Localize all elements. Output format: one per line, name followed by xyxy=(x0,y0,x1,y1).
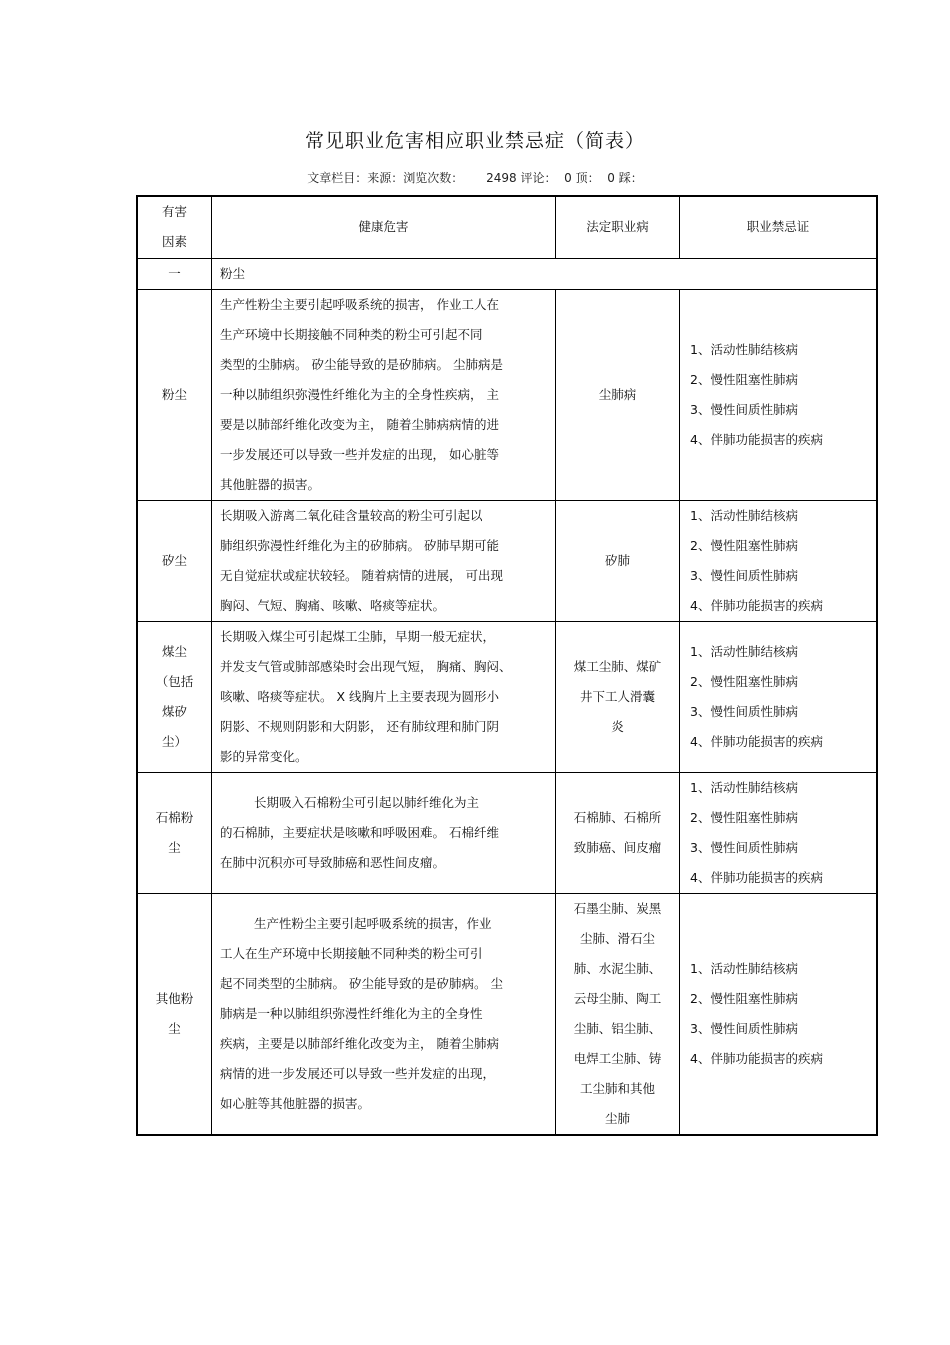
header-disease: 法定职业病 xyxy=(556,196,680,258)
contraindication-cell-line: 2、慢性阻塞性肺病 xyxy=(690,809,798,825)
factor-cell-line: 尘 xyxy=(168,1020,181,1036)
disease-cell-line: 石墨尘肺、炭黑 xyxy=(573,900,662,916)
contraindication-cell-line: 4、伴肺功能损害的疾病 xyxy=(690,1050,823,1066)
factor-cell-line: （包括 xyxy=(155,673,194,689)
top-label: 顶： xyxy=(575,171,600,185)
disease-cell-line: 矽肺 xyxy=(604,552,630,568)
contraindication-cell-line: 2、慢性阻塞性肺病 xyxy=(690,673,798,689)
table-row xyxy=(137,893,877,1135)
disease-cell xyxy=(556,500,680,621)
contraindication-cell-line: 1、活动性肺结核病 xyxy=(690,341,798,357)
disease-cell-line: 井下工人滑囊 xyxy=(579,688,655,704)
contraindication-cell-line: 4、伴肺功能损害的疾病 xyxy=(690,869,823,885)
hazard-cell-line: 无自觉症状或症状较轻。 随着病情的进展， 可出现 xyxy=(220,567,503,583)
contraindication-cell-line: 4、伴肺功能损害的疾病 xyxy=(690,431,823,447)
hazard-cell-line: 工人在生产环境中长期接触不同种类的粉尘可引 xyxy=(220,945,483,961)
disease-cell-line: 尘肺、滑石尘 xyxy=(579,930,655,946)
disease-cell-line: 尘肺、铝尘肺、 xyxy=(573,1020,662,1036)
category-row xyxy=(137,258,877,289)
factor-cell-line: 尘） xyxy=(161,733,187,749)
contraindication-cell-line: 3、慢性间质性肺病 xyxy=(690,703,798,719)
contraindication-cell xyxy=(680,772,878,893)
hazard-cell-line: 并发支气管或肺部感染时会出现气短， 胸痛、胸闷、 xyxy=(220,658,512,674)
disease-cell-line: 电焊工尘肺、铸 xyxy=(573,1050,662,1066)
contraindication-cell-line: 3、慢性间质性肺病 xyxy=(690,1020,798,1036)
contraindication-cell xyxy=(680,500,878,621)
disease-cell-line: 炎 xyxy=(611,718,624,734)
disease-cell-line: 工尘肺和其他 xyxy=(579,1080,655,1096)
hazard-cell-line: 胸闷、气短、胸痛、咳嗽、咯痰等症状。 xyxy=(220,597,446,613)
hazard-cell-line: 长期吸入游离二氧化硅含量较高的粉尘可引起以 xyxy=(220,507,483,523)
factor-cell-line: 矽尘 xyxy=(161,552,187,568)
header-hazard: 健康危害 xyxy=(212,196,556,258)
hazard-cell-line: 起不同类型的尘肺病。 矽尘能导致的是矽肺病。 尘 xyxy=(220,975,503,991)
contraindication-cell xyxy=(680,621,878,772)
contraindication-cell-line: 4、伴肺功能损害的疾病 xyxy=(690,733,823,749)
factor-cell xyxy=(137,893,212,1135)
disease-cell-line: 尘肺 xyxy=(604,1110,630,1126)
hazard-cell xyxy=(212,500,556,621)
contraindication-cell xyxy=(680,289,878,500)
hazard-cell-line: 的石棉肺，主要症状是咳嗽和呼吸困难。 石棉纤维 xyxy=(220,824,499,840)
disease-cell xyxy=(556,289,680,500)
hazard-cell-line: 长期吸入煤尘可引起煤工尘肺，早期一般无症状， xyxy=(220,628,496,644)
hazard-cell-line: 一种以肺组织弥漫性纤维化为主的全身性疾病， 主 xyxy=(220,386,499,402)
meta-label: 文章栏目：来源：浏览次数： xyxy=(307,171,464,185)
hazard-cell-line: 肺病是一种以肺组织弥漫性纤维化为主的全身性 xyxy=(220,1005,483,1021)
disease-cell-line: 石棉肺、石棉所 xyxy=(573,809,662,825)
factor-cell-line: 粉尘 xyxy=(161,386,187,402)
hazard-cell-line: 如心脏等其他脏器的损害。 xyxy=(220,1095,371,1111)
disease-cell-line: 尘肺病 xyxy=(598,386,637,402)
hazard-cell-line: 生产性粉尘主要引起呼吸系统的损害， 作业工人在 xyxy=(220,296,499,312)
category-name: 粉尘 xyxy=(212,258,878,289)
comment-count: 0 xyxy=(564,171,572,185)
factor-cell-line: 其他粉 xyxy=(155,990,194,1006)
table-row xyxy=(137,772,877,893)
hazard-cell xyxy=(212,893,556,1135)
contraindication-cell-line: 1、活动性肺结核病 xyxy=(690,643,798,659)
view-count: 2498 xyxy=(486,171,517,185)
hazard-cell xyxy=(212,621,556,772)
factor-cell xyxy=(137,772,212,893)
hazard-cell-line: 肺组织弥漫性纤维化为主的矽肺病。 矽肺早期可能 xyxy=(220,537,499,553)
factor-cell xyxy=(137,500,212,621)
hazard-cell-line: 阴影、不规则阴影和大阴影， 还有肺纹理和肺门阴 xyxy=(220,718,499,734)
document-title: 常见职业危害相应职业禁忌症（简表） xyxy=(304,130,645,152)
hazard-cell-line: 生产环境中长期接触不同种类的粉尘可引起不同 xyxy=(220,326,483,342)
disease-cell-line: 煤工尘肺、煤矿 xyxy=(573,658,662,674)
disease-cell xyxy=(556,893,680,1135)
table-row xyxy=(137,289,877,500)
factor-cell-line: 石棉粉 xyxy=(155,809,194,825)
contraindication-cell-line: 1、活动性肺结核病 xyxy=(690,960,798,976)
contraindication-cell-line: 2、慢性阻塞性肺病 xyxy=(690,371,798,387)
contraindication-cell-line: 4、伴肺功能损害的疾病 xyxy=(690,597,823,613)
hazard-cell xyxy=(212,289,556,500)
factor-cell-line: 尘 xyxy=(168,839,181,855)
hazard-cell-line: 影的异常变化。 xyxy=(220,748,308,764)
contraindication-cell-line: 3、慢性间质性肺病 xyxy=(690,567,798,583)
factor-cell-line: 煤矽 xyxy=(161,703,187,719)
contraindication-cell-line: 2、慢性阻塞性肺病 xyxy=(690,537,798,553)
disease-cell xyxy=(556,621,680,772)
header-contraindication: 职业禁忌证 xyxy=(680,196,878,258)
hazard-cell xyxy=(212,772,556,893)
disease-cell xyxy=(556,772,680,893)
table-row xyxy=(137,621,877,772)
hazard-cell-line: 在肺中沉积亦可导致肺癌和恶性间皮瘤。 xyxy=(220,854,446,870)
contraindication-cell-line: 3、慢性间质性肺病 xyxy=(690,839,798,855)
contraindication-cell-line: 1、活动性肺结核病 xyxy=(690,779,798,795)
hazard-cell-line: 一步发展还可以导致一些并发症的出现， 如心脏等 xyxy=(220,446,499,462)
factor-cell xyxy=(137,621,212,772)
contraindication-cell xyxy=(680,893,878,1135)
hazard-cell-line: 长期吸入石棉粉尘可引起以肺纤维化为主 xyxy=(254,794,480,810)
factor-cell-line: 煤尘 xyxy=(161,643,187,659)
comments-label: 评论： xyxy=(520,171,557,185)
hazard-cell-line: 要是以肺部纤维化改变为主， 随着尘肺病病情的进 xyxy=(220,416,499,432)
disease-cell-line: 致肺癌、间皮瘤 xyxy=(573,839,662,855)
step-label: 踩： xyxy=(618,171,643,185)
hazard-table xyxy=(136,195,878,1136)
hazard-cell-line: 生产性粉尘主要引起呼吸系统的损害，作业 xyxy=(254,915,492,931)
top-count: 0 xyxy=(607,171,615,185)
contraindication-cell-line: 2、慢性阻塞性肺病 xyxy=(690,990,798,1006)
contraindication-cell-line: 3、慢性间质性肺病 xyxy=(690,401,798,417)
table-row xyxy=(137,500,877,621)
hazard-cell-line: 类型的尘肺病。 矽尘能导致的是矽肺病。 尘肺病是 xyxy=(220,356,503,372)
hazard-cell-line: 疾病，主要是以肺部纤维化改变为主， 随着尘肺病 xyxy=(220,1035,499,1051)
contraindication-cell-line: 1、活动性肺结核病 xyxy=(690,507,798,523)
header-factor xyxy=(137,196,212,258)
disease-cell-line: 云母尘肺、陶工 xyxy=(573,990,662,1006)
factor-cell xyxy=(137,289,212,500)
hazard-cell-line: 病情的进一步发展还可以导致一些并发症的出现， xyxy=(220,1065,496,1081)
disease-cell-line: 肺、水泥尘肺、 xyxy=(573,960,662,976)
header-factor-line: 因素 xyxy=(161,234,187,250)
hazard-cell-line: 咳嗽、咯痰等症状。 X 线胸片上主要表现为圆形小 xyxy=(220,688,500,704)
header-factor-line: 有害 xyxy=(161,204,187,220)
category-index: 一 xyxy=(137,258,212,289)
article-meta xyxy=(0,169,950,186)
hazard-cell-line: 其他脏器的损害。 xyxy=(220,476,321,492)
